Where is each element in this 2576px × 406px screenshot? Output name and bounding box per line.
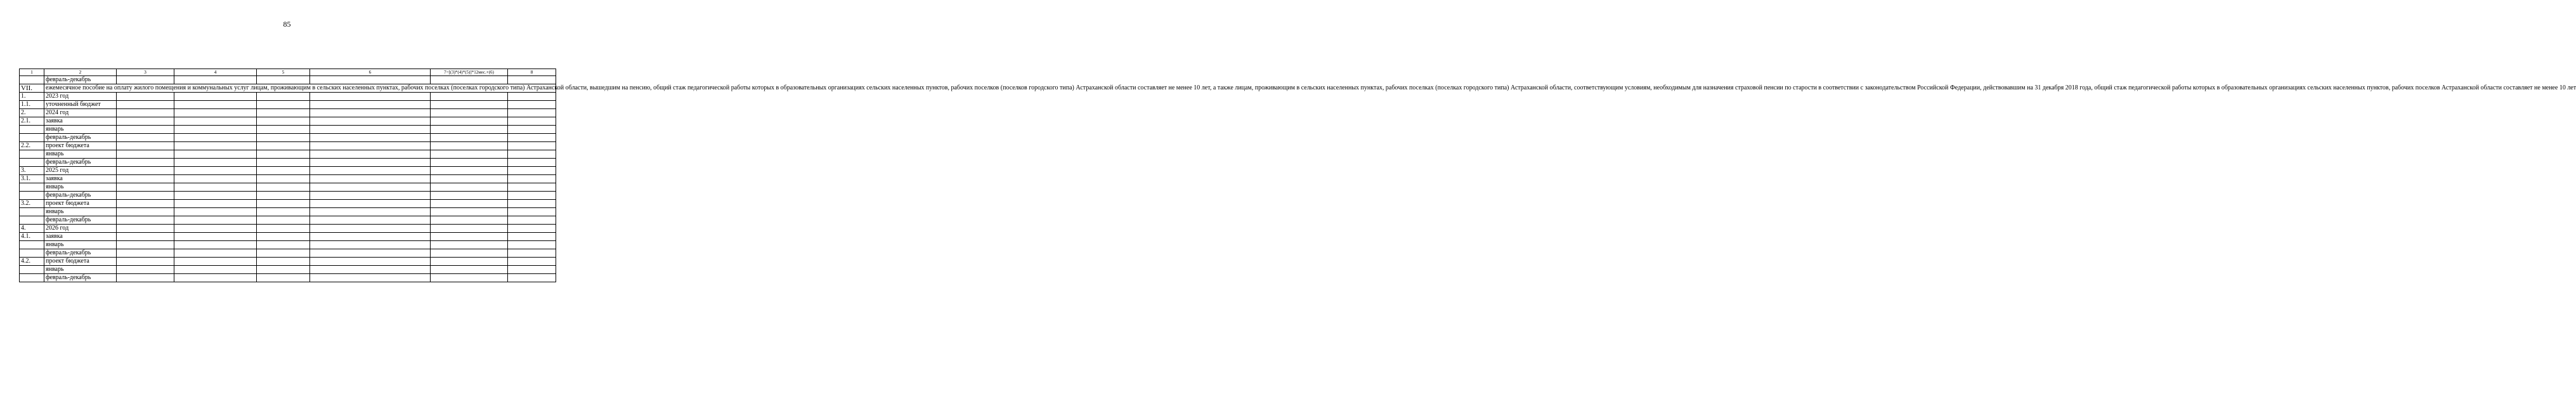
row-name: 2024 год [44, 109, 117, 117]
table-cell [257, 159, 310, 167]
table-cell [431, 175, 508, 183]
table-cell [508, 216, 556, 225]
row-number [20, 249, 44, 258]
row-name: январь [44, 183, 117, 192]
table-row [20, 134, 556, 142]
table-cell [117, 159, 174, 167]
table-cell [508, 142, 556, 150]
table-cell [257, 117, 310, 126]
row-number [20, 274, 44, 282]
column-header: 1 [20, 69, 44, 76]
table-cell [174, 225, 257, 233]
table-cell [117, 142, 174, 150]
table-row [20, 216, 556, 225]
table-cell [431, 274, 508, 282]
table-cell [117, 274, 174, 282]
table-cell [310, 134, 431, 142]
row-name: 2023 год [44, 93, 117, 101]
table-cell [310, 93, 431, 101]
table-cell [431, 167, 508, 175]
row-name: проект бюджета [44, 200, 117, 208]
row-number [20, 216, 44, 225]
page-number: 85 [283, 20, 291, 29]
column-header: 3 [117, 69, 174, 76]
row-number [20, 183, 44, 192]
table-cell [310, 159, 431, 167]
column-header: 6 [310, 69, 431, 76]
table-cell [257, 142, 310, 150]
row-name: февраль-декабрь [44, 216, 117, 225]
table-cell [431, 101, 508, 109]
table-row [20, 93, 556, 101]
section-row [20, 84, 556, 93]
row-number [20, 241, 44, 249]
table-cell [431, 142, 508, 150]
table-cell [310, 249, 431, 258]
column-header: 8 [508, 69, 556, 76]
column-header-formula: 7=[(3)*(4)*(5)]*12мес.+(6) [431, 69, 508, 76]
row-name: февраль-декабрь [44, 159, 117, 167]
section-number: VII. [20, 84, 44, 93]
table-cell [117, 117, 174, 126]
section-description: ежемесячное пособие на оплату жилого помещения и коммунальных услуг лицам, проживающим в сельских населенных пунктах, рабочих поселках (поселках городского типа) Астраханской области, вышедшим на пенсию, общий стаж педагогической работы которых в образовательных организациях сельских населенных пунктов, рабочих поселков (поселков городского типа) Астраханской области составляет не менее 10 лет, а также лицам, проживающим в сельских населенных пунктах, рабочих поселках (поселках городского типа) Астраханской области, соответствующим условиям, необходимым для назначения страховой пенсии по старости в соответствии с законодательством Российской Федерации, действовавшим на 31 декабря 2018 года, общий стаж педагогической работы которых в образовательных организациях сельских населенных пунктов, рабочих поселков Астраханской области составляет не менее 10 лет [44, 84, 556, 93]
table-row [20, 183, 556, 192]
table-cell [508, 134, 556, 142]
table-cell [174, 117, 257, 126]
table-cell [431, 117, 508, 126]
table-cell [508, 167, 556, 175]
table-row [20, 109, 556, 117]
table-cell [508, 126, 556, 134]
table-cell [117, 241, 174, 249]
row-name: уточненный бюджет [44, 101, 117, 109]
row-number [20, 76, 44, 84]
row-number [20, 126, 44, 134]
table-row [20, 225, 556, 233]
row-name: февраль-декабрь [44, 76, 117, 84]
table-row [20, 142, 556, 150]
row-name: февраль-декабрь [44, 249, 117, 258]
table-cell [431, 126, 508, 134]
table-cell [174, 233, 257, 241]
row-number: 3.2. [20, 200, 44, 208]
table-cell [257, 183, 310, 192]
table-cell [310, 142, 431, 150]
table-cell [431, 192, 508, 200]
table-cell [174, 159, 257, 167]
table-cell [174, 76, 257, 84]
table-cell [431, 183, 508, 192]
row-number: 4.2. [20, 258, 44, 266]
table-cell [508, 175, 556, 183]
table-cell [310, 258, 431, 266]
row-number: 3. [20, 167, 44, 175]
table-cell [431, 208, 508, 216]
table-cell [310, 192, 431, 200]
table-cell [431, 200, 508, 208]
table-cell [508, 241, 556, 249]
row-number: 4. [20, 225, 44, 233]
row-number [20, 266, 44, 274]
table-cell [257, 101, 310, 109]
table-cell [310, 274, 431, 282]
table-cell [117, 208, 174, 216]
table-cell [431, 150, 508, 159]
table-cell [257, 200, 310, 208]
table-row [20, 233, 556, 241]
table-cell [508, 258, 556, 266]
table-row [20, 159, 556, 167]
row-number [20, 150, 44, 159]
table-cell [174, 150, 257, 159]
row-name: январь [44, 126, 117, 134]
table-cell [508, 117, 556, 126]
table-cell [257, 150, 310, 159]
table-row [20, 192, 556, 200]
table-cell [117, 134, 174, 142]
table-cell [508, 233, 556, 241]
table-row [20, 150, 556, 159]
table-row [20, 101, 556, 109]
table-cell [310, 167, 431, 175]
table-body [20, 69, 2576, 282]
table-cell [310, 175, 431, 183]
table-cell [257, 258, 310, 266]
table-cell [508, 200, 556, 208]
table-cell [431, 233, 508, 241]
table-cell [117, 126, 174, 134]
table-cell [508, 101, 556, 109]
row-number [20, 192, 44, 200]
column-header: 2 [44, 69, 117, 76]
table-cell [310, 109, 431, 117]
table-cell [310, 266, 431, 274]
budget-table [19, 69, 2576, 282]
table-cell [257, 233, 310, 241]
table-cell [257, 225, 310, 233]
table-cell [310, 200, 431, 208]
table-cell [257, 93, 310, 101]
column-header: 5 [257, 69, 310, 76]
table-cell [174, 241, 257, 249]
table-cell [508, 225, 556, 233]
table-cell [431, 109, 508, 117]
table-cell [310, 233, 431, 241]
table-cell [508, 249, 556, 258]
table-row [20, 258, 556, 266]
row-number: 1. [20, 93, 44, 101]
table-cell [117, 183, 174, 192]
table-cell [257, 109, 310, 117]
table-cell [508, 208, 556, 216]
column-header: 4 [174, 69, 257, 76]
table-cell [257, 208, 310, 216]
row-name: январь [44, 150, 117, 159]
table-cell [257, 216, 310, 225]
table-cell [117, 76, 174, 84]
table-cell [431, 258, 508, 266]
table-cell [174, 93, 257, 101]
row-name: проект бюджета [44, 142, 117, 150]
table-cell [174, 183, 257, 192]
table-cell [117, 192, 174, 200]
table-row [20, 241, 556, 249]
row-name: январь [44, 241, 117, 249]
row-name: январь [44, 266, 117, 274]
table-cell [431, 159, 508, 167]
table-cell [174, 134, 257, 142]
table-cell [431, 76, 508, 84]
table-cell [310, 101, 431, 109]
table-cell [257, 126, 310, 134]
table-cell [174, 266, 257, 274]
table-cell [431, 249, 508, 258]
table-row [20, 126, 556, 134]
row-number [20, 208, 44, 216]
table-cell [117, 167, 174, 175]
table-row [20, 200, 556, 208]
table-cell [117, 258, 174, 266]
table-cell [117, 225, 174, 233]
table-row [20, 175, 556, 183]
table-cell [310, 225, 431, 233]
table-cell [174, 200, 257, 208]
table-cell [174, 142, 257, 150]
row-name: проект бюджета [44, 258, 117, 266]
row-number: 2. [20, 109, 44, 117]
table-row [20, 167, 556, 175]
table-cell [174, 167, 257, 175]
table-cell [310, 76, 431, 84]
table-cell [310, 208, 431, 216]
row-name: 2025 год [44, 167, 117, 175]
table-cell [117, 175, 174, 183]
row-number [20, 134, 44, 142]
table-cell [257, 134, 310, 142]
table-cell [431, 216, 508, 225]
row-name: февраль-декабрь [44, 274, 117, 282]
table-cell [508, 150, 556, 159]
table-cell [117, 249, 174, 258]
table-cell [257, 266, 310, 274]
table-cell [257, 167, 310, 175]
column-number-row [20, 69, 556, 76]
table-cell [174, 249, 257, 258]
table-cell [508, 76, 556, 84]
table-cell [117, 101, 174, 109]
table-cell [174, 258, 257, 266]
row-number: 2.2. [20, 142, 44, 150]
table-cell [508, 183, 556, 192]
table-cell [310, 241, 431, 249]
table-cell [431, 225, 508, 233]
table-cell [508, 159, 556, 167]
table-cell [508, 93, 556, 101]
table-cell [257, 76, 310, 84]
table-row [20, 274, 556, 282]
table-cell [431, 134, 508, 142]
table-cell [257, 249, 310, 258]
row-name: февраль-декабрь [44, 134, 117, 142]
table-row [20, 266, 556, 274]
row-name: январь [44, 208, 117, 216]
table-cell [310, 183, 431, 192]
row-number [20, 159, 44, 167]
row-number: 4.1. [20, 233, 44, 241]
table-cell [310, 117, 431, 126]
table-cell [174, 208, 257, 216]
table-cell [117, 233, 174, 241]
table-row [20, 208, 556, 216]
table-cell [431, 93, 508, 101]
table-cell [117, 150, 174, 159]
table-cell [174, 216, 257, 225]
row-number: 3.1. [20, 175, 44, 183]
table-cell [508, 109, 556, 117]
table-cell [174, 101, 257, 109]
table-cell [174, 274, 257, 282]
table-cell [257, 274, 310, 282]
table-cell [174, 175, 257, 183]
table-cell [117, 93, 174, 101]
table-cell [117, 266, 174, 274]
table-cell [117, 109, 174, 117]
row-name: заявка [44, 175, 117, 183]
table-cell [174, 126, 257, 134]
row-name: заявка [44, 117, 117, 126]
table-cell [257, 192, 310, 200]
row-number: 1.1. [20, 101, 44, 109]
table-row [20, 76, 556, 84]
table-cell [257, 175, 310, 183]
table-cell [174, 192, 257, 200]
row-name: заявка [44, 233, 117, 241]
table-cell [431, 241, 508, 249]
table-cell [117, 216, 174, 225]
row-name: 2026 год [44, 225, 117, 233]
table-row [20, 249, 556, 258]
row-number: 2.1. [20, 117, 44, 126]
table-cell [257, 241, 310, 249]
table-cell [117, 200, 174, 208]
table-cell [310, 216, 431, 225]
table-cell [310, 150, 431, 159]
table-cell [431, 266, 508, 274]
table-cell [310, 126, 431, 134]
table-row [20, 117, 556, 126]
table-cell [508, 192, 556, 200]
table-cell [508, 266, 556, 274]
table-cell [174, 109, 257, 117]
row-name: февраль-декабрь [44, 192, 117, 200]
table-cell [508, 274, 556, 282]
